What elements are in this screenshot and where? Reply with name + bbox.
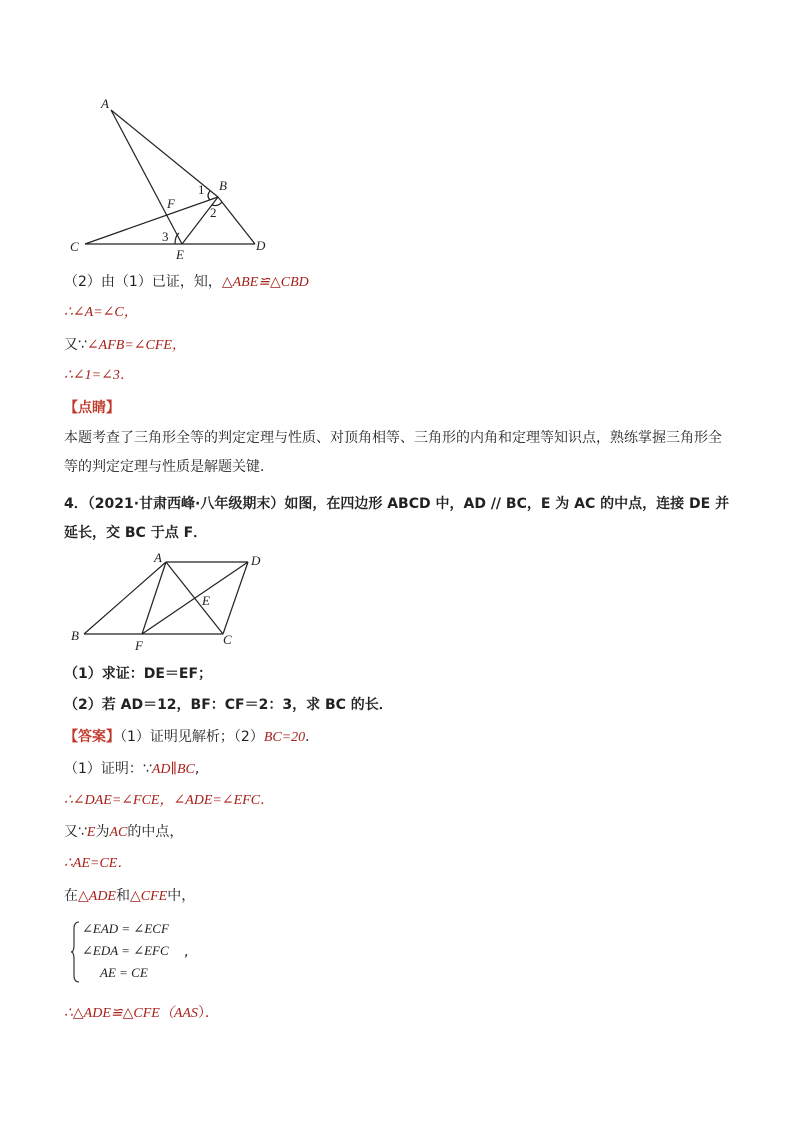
angle-mark-1 (208, 191, 210, 200)
fig2-label-B: B (71, 628, 79, 643)
fig2-label-D: D (251, 553, 261, 568)
prev-part2-line3 (64, 335, 186, 356)
proof-segment-AC: AC (109, 825, 128, 840)
fig1-label-C: C (70, 239, 79, 254)
proof-line2: ∴∠DAE=∠FCE，∠ADE=∠EFC． (64, 793, 275, 808)
equation-comma: , (184, 944, 189, 960)
proof-among: 中， (167, 888, 196, 904)
proof-end: ）． (197, 1005, 219, 1021)
proof-conclusion (64, 1003, 219, 1024)
proof-midpoint: 的中点， (127, 824, 184, 840)
equation-row-1: ∠EAD = ∠ECF (82, 921, 169, 936)
answer-tag: 【答案】 (64, 729, 120, 745)
segment-BD (218, 197, 255, 244)
fig2-label-A: A (154, 550, 162, 565)
answer-line (64, 727, 319, 748)
proof-comma: , (194, 761, 200, 777)
dianjing-text: 本题考查了三角形全等的判定定理与性质、对顶角相等、三角形的内角和定理等知识点，熟练掌握三角形全等的判定定理与性质是解题关键． (64, 430, 722, 475)
prev-part2-line4: ∴∠1=∠3． (64, 368, 134, 383)
fig1-label-D: D (256, 238, 266, 253)
equation-system (70, 921, 230, 983)
proof-line3 (64, 822, 183, 843)
figure-2-quadrilateral (64, 548, 284, 658)
proof-given: （1）证明：∵ (64, 761, 152, 777)
fig2-label-E: E (202, 593, 210, 608)
fig1-label-A: A (101, 96, 109, 111)
proof-is: 为 (95, 824, 110, 840)
segment-CB (85, 197, 218, 244)
segment-AE (111, 110, 182, 244)
fig1-label-B: B (219, 178, 227, 193)
fig2-label-C: C (223, 632, 232, 647)
equation-row-3: AE = CE (100, 965, 148, 980)
proof-point-E: E (86, 825, 96, 840)
fig1-label-E: E (176, 247, 184, 262)
problem4-question1: （1）求证：DE＝EF； (64, 666, 213, 682)
proof-and: 和 (115, 888, 130, 904)
segment-DC (223, 562, 248, 634)
angle-mark-3 (175, 233, 179, 244)
fig2-label-F: F (135, 638, 143, 653)
proof-parallel: AD∥BC (151, 762, 195, 777)
fig1-label-F: F (167, 196, 175, 211)
problem4-statement: 4．（2021·甘肃西峰·八年级期末）如图，在四边形 ABCD 中，AD // BC，E 为 AC 的中点，连接 DE 并延长，交 BC 于点 F． (64, 496, 730, 541)
prev-part2-line2: ∴∠A=∠C， (64, 305, 138, 320)
fig1-label-1: 1 (198, 182, 205, 197)
problem4-question2: （2）若 AD＝12，BF：CF＝2：3，求 BC 的长． (64, 697, 393, 713)
proof-triangle-ADE: △ADE (78, 889, 116, 904)
dianjing-header: 【点睛】 (64, 400, 120, 416)
prev-part2-intro: （2）由（1）已证，知， (64, 274, 222, 290)
fig1-label-2: 2 (210, 205, 217, 220)
equation-row-2: ∠EDA = ∠EFC (82, 943, 169, 958)
proof-line4: ∴AE=CE． (64, 856, 132, 871)
prev-part2-also: 又∵ (64, 337, 87, 353)
prev-part2-vertical-angles: ∠AFB=∠CFE， (86, 338, 186, 353)
proof-in: 在 (64, 888, 78, 904)
proof-also: 又∵ (64, 824, 87, 840)
fig1-label-3: 3 (162, 229, 169, 244)
answer-value: BC=20 (263, 730, 306, 745)
proof-aas: AAS (173, 1006, 198, 1021)
answer-text: （1）证明见解析；（2） (120, 729, 264, 745)
proof-triangle-CFE: △CFE (129, 889, 168, 904)
figure-1-triangles (60, 90, 280, 265)
answer-period: ． (305, 729, 320, 745)
proof-line1 (64, 759, 199, 780)
brace-icon (70, 921, 80, 983)
prev-part2-line1 (64, 272, 309, 293)
proof-congruence: ∴△ADE≌△CFE（ (64, 1006, 174, 1021)
segment-DF (142, 562, 248, 634)
prev-part2-congruence: △ABE≌△CBD (221, 275, 309, 290)
proof-line5 (64, 886, 195, 907)
